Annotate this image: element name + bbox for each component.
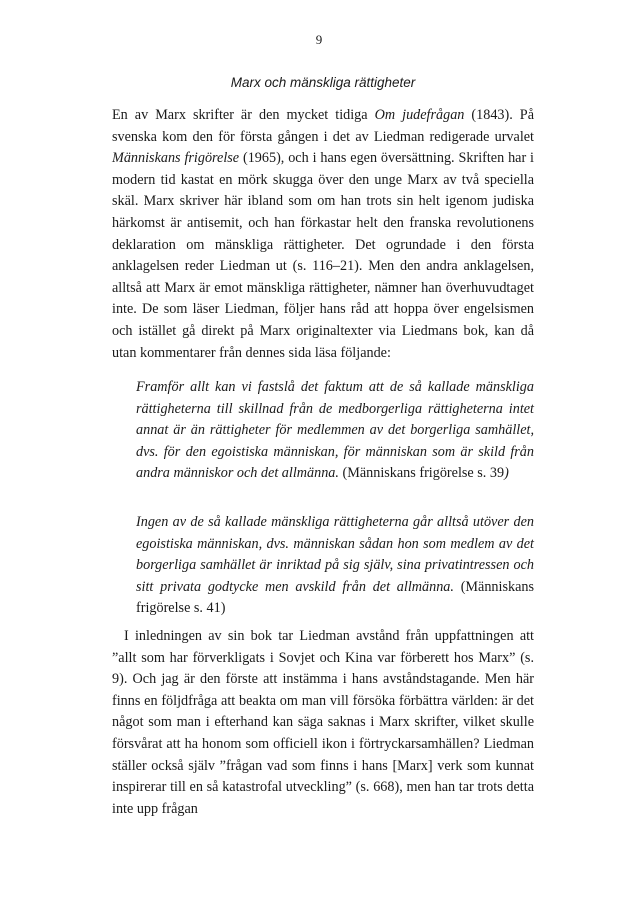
body-paragraph-2 <box>112 626 534 820</box>
paragraph-1-rest: (1965), och i hans egen översättning. Skriften har i modern tid kastat en mörk skugga över den unge Marx av två speciella skäl. Marx skriver här ibland som om han trots sin helt igenom judiska härkomst är antisemit, och han förkastar helt den franska revolutionens deklaration om mänskliga rättigheter. Det ogrundade i den första anklagelsen reder Liedman ut (s. 116–21). Men den andra anklagelsen, alltså att Marx är emot mänskliga rättigheter, nämner han överhuvudtaget inte. De som läser Liedman, följer hans råd att hoppa över engelsismen och istället gå direkt på Marx originaltexter via Liedmans bok, kan då utan kommentarer från dennes sida läsa följande: <box>112 150 534 361</box>
paragraph-1-intro: En av Marx skrifter är den mycket tidiga <box>112 107 375 123</box>
quote-1-closing: ) <box>504 465 509 482</box>
work-title-om-judefragan: Om judefrågan <box>374 107 465 123</box>
page-number: 9 <box>315 32 323 47</box>
quote-1-text: Framför allt kan vi fastslå det faktum att de så kallade mänskliga rättigheterna till skillnad från de medborgerliga rättigheterna intet annat är än rättigheter för medlemmen av det borgerliga samhället, dvs. för den egoistiska människan, för människan som är skild från andra människor och det allmänna. <box>136 379 534 482</box>
collection-title: Människans frigörelse <box>112 150 240 167</box>
block-quote-1 <box>136 377 534 485</box>
paragraph-1-text <box>112 105 534 364</box>
paragraph-1-middle: (1843). På svenska kom den för första gången i det av Liedman redigerade urvalet <box>112 107 534 145</box>
chapter-title: Marx och mänskliga rättigheter <box>230 75 416 90</box>
paragraph-2-text: I inledningen av sin bok tar Liedman avstånd från uppfattningen att ”allt som har förverkligats i Sovjet och Kina var förberett hos Marx” (s. 9). Och jag är den förste att instämma i hans avståndstagande. Men här finns en följdfråga att beakta om man vill försöka förbättra världen: är det något som man i efterhand kan säga saknas i Marx skrifter, vilket skulle försvårat att ha honom som officiell ikon i förtryckarsamhällen? Liedman ställer också själv ”frågan vad som finns i hans [Marx] verk som kunnat inspirerar till en så katastrofal utveckling” (s. 668), men han tar trots detta inte upp frågan <box>112 628 534 817</box>
quote-2-text: Ingen av de så kallade mänskliga rättigheterna går alltså utöver den egoistiska människan, dvs. människan sådan hon som medlem av det borgerliga samhället är inriktad på sig själv, sina privatintressen och sitt privata godtycke men avskild från det allmänna. <box>136 514 534 595</box>
body-paragraph-1 <box>112 105 534 364</box>
quote-1-citation: (Människans frigörelse s. 39 <box>342 465 505 482</box>
quote-2-citation: (Människans frigörelse s. 41) <box>136 578 534 617</box>
block-quote-2 <box>136 512 534 620</box>
